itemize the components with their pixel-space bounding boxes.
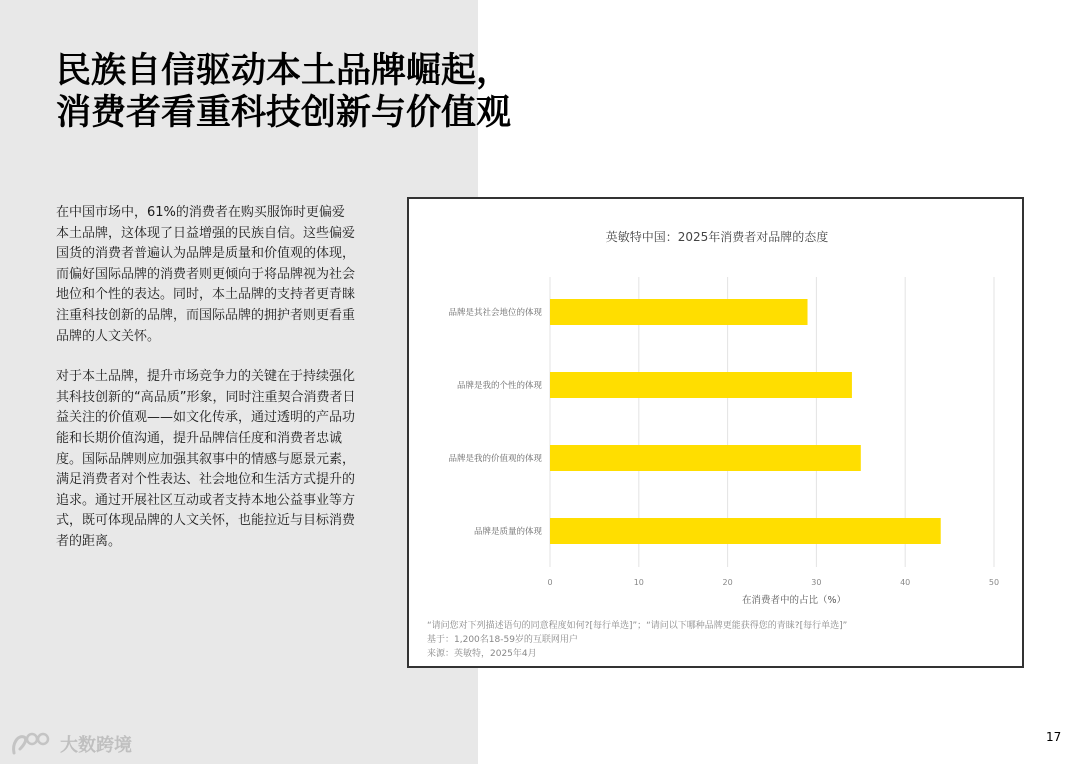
footnote-source: 来源：英敏特，2025年4月: [427, 649, 537, 659]
chart-footnotes: [427, 619, 1007, 661]
bar-chart: [409, 199, 1022, 666]
chart-category-labels: [448, 307, 542, 537]
paragraph-2: 对于本土品牌，提升市场竞争力的关键在于持续强化其科技创新的“高品质”形象，同时注重契合消费者日益关注的价值观——如文化传承，通过透明的产品功能和长期价值沟通，提升品牌信任度和消费者忠诚度。国际品牌则应加强其叙事中的情感与愿景元素，满足消费者对个性表达、社会地位和生活方式提升的追求。通过开展社区互动或者支持本地公益事业等方式，既可体现品牌的人文关怀，也能拉近与目标消费者的距离。: [56, 369, 356, 549]
x-tick-label-30: 30: [811, 578, 822, 587]
bar-4: [550, 518, 941, 544]
bar-2: [550, 372, 852, 398]
category-label-1: 品牌是其社会地位的体现: [448, 308, 542, 318]
page-number: 17: [1046, 730, 1062, 744]
footnote-base: 基于：1,200名18-59岁的互联网用户: [427, 635, 578, 645]
chart-title: 英敏特中国：2025年消费者对品牌的态度: [605, 230, 829, 244]
title-line-2: 消费者看重科技创新与价值观: [56, 93, 512, 133]
watermark-text: 大数跨境: [60, 735, 132, 756]
footnote-question: “请问您对下列描述语句的同意程度如何?[每行单选]”；“请问以下哪种品牌更能获得您的青睐?[每行单选]”: [427, 621, 848, 631]
category-label-3: 品牌是我的价值观的体现: [448, 454, 542, 464]
page-title: [56, 50, 676, 134]
title-line-1: 民族自信驱动本土品牌崛起，: [56, 51, 512, 91]
x-tick-label-50: 50: [988, 578, 1000, 587]
chart-bars: [550, 299, 941, 544]
x-tick-label-10: 10: [633, 578, 644, 587]
watermark-logo-icon: [10, 731, 54, 757]
x-axis-label: 在消费者中的占比（%）: [741, 595, 847, 606]
category-label-4: 品牌是质量的体现: [473, 527, 542, 537]
chart-frame: [407, 197, 1024, 668]
x-tick-label-0: 0: [547, 578, 553, 587]
bar-3: [550, 445, 861, 471]
x-tick-label-40: 40: [900, 578, 911, 587]
category-label-2: 品牌是我的个性的体现: [456, 381, 542, 391]
body-text: [56, 203, 356, 573]
x-tick-label-20: 20: [722, 578, 733, 587]
paragraph-1: 在中国市场中，61%的消费者在购买服饰时更偏爱本土品牌，这体现了日益增强的民族自信。这些偏爱国货的消费者普遍认为品牌是质量和价值观的体现，而偏好国际品牌的消费者则更倾向于将品牌视为社会地位和个性的表达。同时，本土品牌的支持者更青睐注重科技创新的品牌，而国际品牌的拥护者则更看重品牌的人文关怀。: [56, 205, 356, 344]
watermark: [10, 728, 132, 760]
chart-x-ticks: [547, 578, 999, 587]
bar-1: [550, 299, 808, 325]
